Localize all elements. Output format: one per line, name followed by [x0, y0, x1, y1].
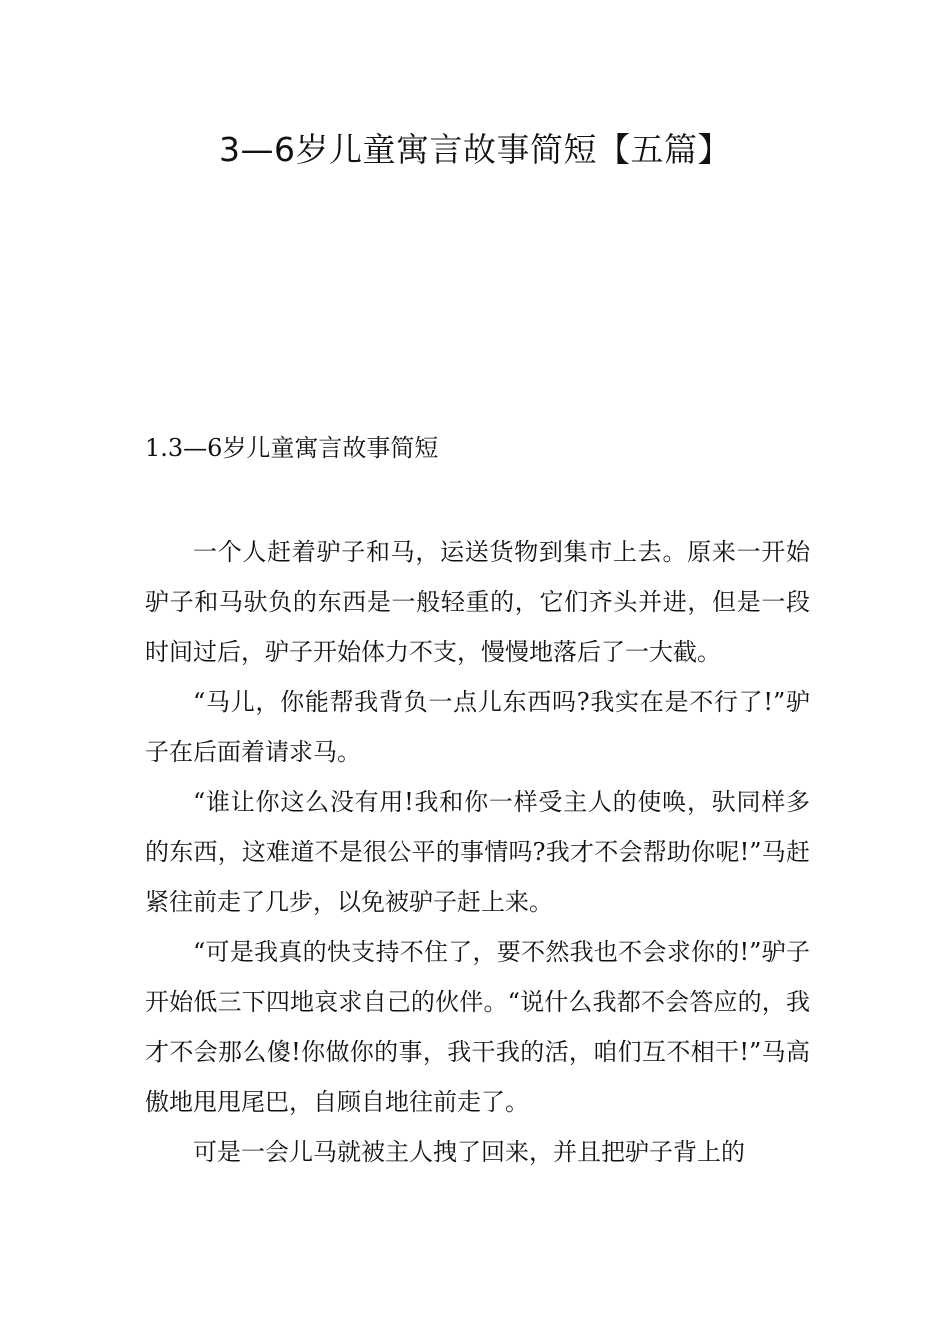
- paragraph: “可是我真的快支持不住了，要不然我也不会求你的!”驴子开始低三下四地哀求自己的伙伴。“说什么我都不会答应的，我才不会那么傻!你做你的事，我干我的活，咱们互不相干!”马高傲地甩甩尾巴，自顾自地往前走了。: [145, 938, 810, 1116]
- paragraph: “马儿，你能帮我背负一点儿东西吗?我实在是不行了!”驴子在后面着请求马。: [145, 688, 810, 766]
- paragraph: 一个人赶着驴子和马，运送货物到集市上去。原来一开始驴子和马驮负的东西是一般轻重的，它们齐头并进，但是一段时间过后，驴子开始体力不支，慢慢地落后了一大截。: [145, 538, 810, 666]
- story-body: [145, 527, 810, 1177]
- section-heading: 1.3—6岁儿童寓言故事简短: [145, 434, 439, 462]
- document-title: 3—6岁儿童寓言故事简短【五篇】: [219, 130, 731, 169]
- paragraph: 可是一会儿马就被主人拽了回来，并且把驴子背上的: [193, 1138, 745, 1166]
- paragraph: “谁让你这么没有用!我和你一样受主人的使唤，驮同样多的东西，这难道不是很公平的事情吗?我才不会帮助你呢!”马赶紧往前走了几步，以免被驴子赶上来。: [145, 788, 810, 916]
